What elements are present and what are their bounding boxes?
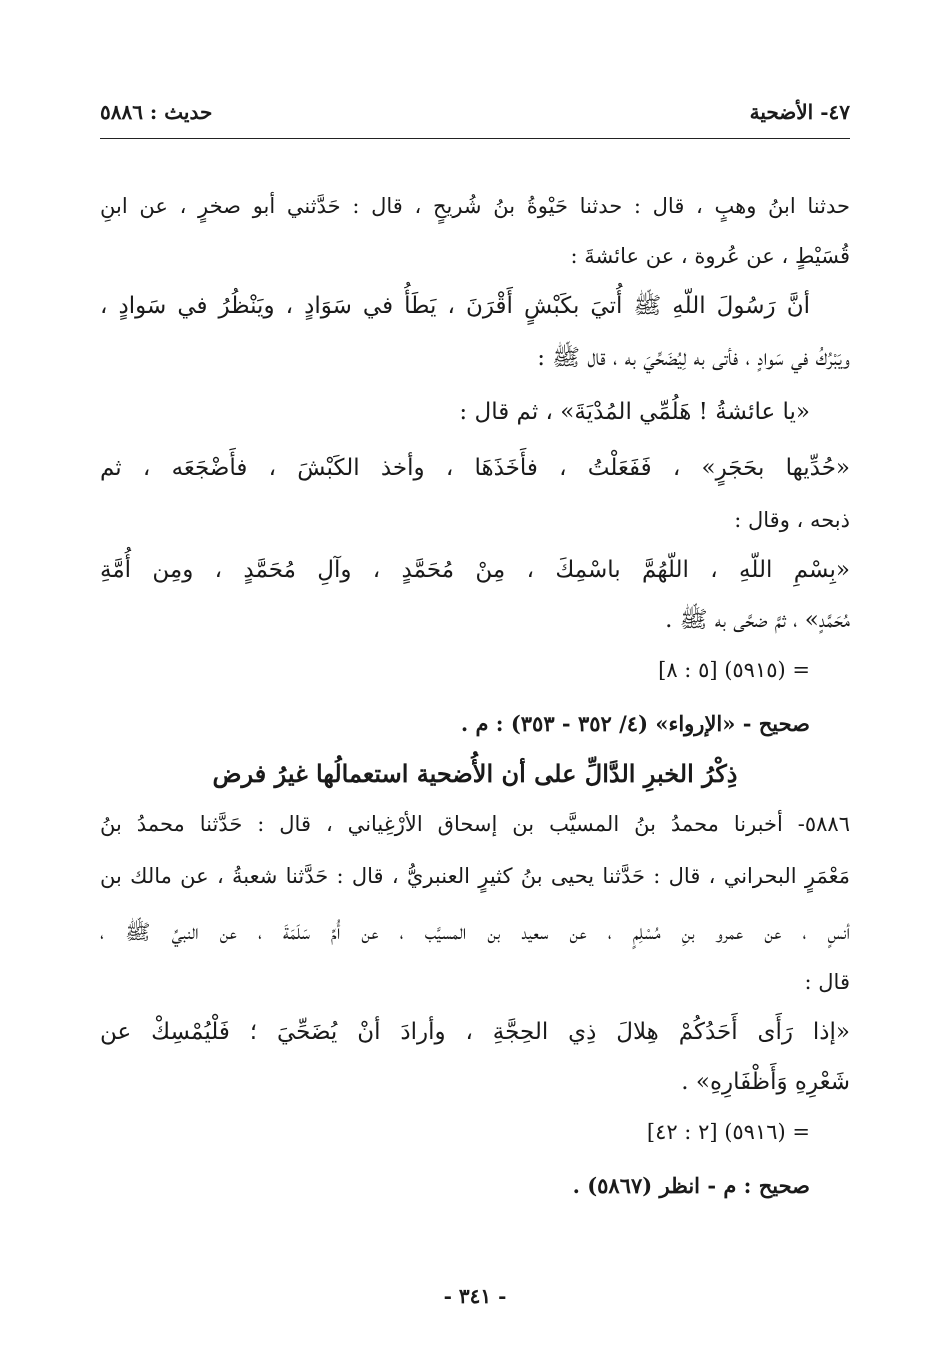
page-number: - ٣٤١ -: [443, 1284, 507, 1308]
text-line: حدثنا ابنُ وهبٍ ، قال : حدثنا حَيْوةُ بنُ شُريحٍ ، قال : حَدَّثني أبو صخرٍ ، عن ابنِ: [100, 194, 850, 218]
document-page: [100, 88, 850, 1308]
text-line: أنَّ رَسُولَ اللّهِ ﷺ أُتيَ بكَبْشٍ أَقْرَنَ ، يَطَأُ في سَوَادٍ ، ويَنْظُرُ في سَوادٍ ،: [100, 293, 810, 319]
text-line: مُحَمَّدٍ» ، ثمَّ ضحَّى به ﷺ .: [665, 607, 850, 633]
text-line: «بِسْمِ اللّهِ ، اللّهُمَّ باسْمِكَ ، مِنْ مُحَمَّدٍ ، وآلِ مُحَمَّدٍ ، ومِن أُمَّةِ: [100, 557, 850, 583]
section-heading: ذِكْرُ الخبرِ الدَّالِّ على أن الأُضحية استعمالُها غيرُ فرض: [212, 759, 738, 788]
text-line: «إذا رَأَى أَحَدُكُمْ هِلالَ ذِي الحِجَّةِ ، وأرادَ أنْ يُضَحِّيَ ؛ فَلْيُمْسِكْ عن: [100, 1019, 850, 1045]
text-line: ذبحه ، وقال :: [734, 508, 850, 532]
text-line: «يا عائشةُ ! هَلُمِّي المُدْيَةَ» ، ثم قال :: [459, 399, 810, 425]
text-line: شَعْرِهِ وَأَظْفَارِهِ» .: [681, 1069, 850, 1095]
text-line: مَعْمَرٍ البحراني ، قال : حَدَّثنا يحيى بنُ كثيرٍ العنبريُّ ، قال : حَدَّثنا شعبةُ ، عن مالك بن: [100, 864, 850, 888]
chapter-title: ٤٧- الأضحية: [749, 100, 850, 124]
text-line: ٥٨٨٦- أخبرنا محمدُ بنُ المسيَّب بن إسحاق الأرْغِياني ، قال : حَدَّثنا محمدُ بنُ: [100, 812, 850, 836]
text-line: قال :: [804, 970, 850, 994]
text-line: قُسَيْطٍ ، عن عُروة ، عن عائشةَ :: [570, 244, 850, 268]
text-line: ويَبْرُكُ في سَوادٍ ، فأتى به لِيُضَحِّيَ به ، قال ﷺ :: [537, 345, 850, 371]
cross-reference: = (٥٩١٦) [٢ : ٤٢]: [646, 1120, 810, 1144]
page-header: [100, 100, 850, 136]
text-line: «حُدِّيها بحَجَرٍ» ، فَفَعَلْتُ ، فأَخَذَهَا ، وأخذ الكَبْشَ ، فأَضْجَعَه ، ثم: [100, 455, 850, 481]
cross-reference: = (٥٩١٥) [٥ : ٨]: [658, 658, 810, 682]
header-divider: [100, 138, 850, 139]
text-line: أنسٍ ، عن عمرو بنِ مُسْلِمٍ ، عن سعيد بن المسيَّب ، عن أُمِّ سَلَمَةَ ، عن النبيِّ ﷺ ،: [100, 920, 850, 944]
grading-note: صحيح : م - انظر (٥٨٦٧) .: [572, 1173, 810, 1198]
hadith-reference: حديث : ٥٨٨٦: [100, 100, 213, 124]
grading-note: صحيح - «الإرواء» (٤/ ٣٥٢ - ٣٥٣) : م .: [460, 711, 810, 736]
